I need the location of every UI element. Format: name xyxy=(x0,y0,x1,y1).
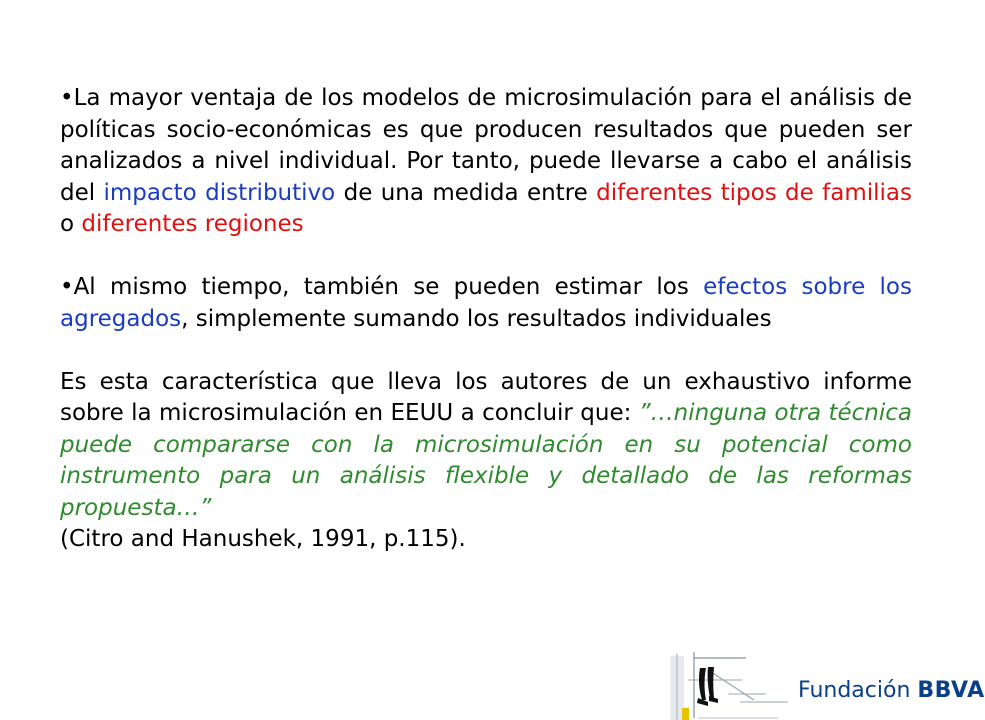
highlight-tipos-familias: diferentes tipos de familias xyxy=(596,179,913,206)
spacer xyxy=(60,241,912,273)
highlight-regiones: diferentes regiones xyxy=(81,211,304,237)
paragraph-2 xyxy=(60,272,912,335)
logo-text xyxy=(798,678,985,703)
bullet: • xyxy=(60,274,74,300)
paragraph-1-text-3: o xyxy=(60,211,82,237)
logo-text-fundacion: Fundación xyxy=(798,678,911,703)
logo-text-bbva: BBVA xyxy=(917,678,985,703)
paragraph-2-text: Al mismo tiempo, también se pueden estimar los xyxy=(73,274,704,300)
bullet: • xyxy=(60,85,74,111)
paragraph-1-text: La mayor ventaja de los modelos de microsimulación para el análisis de políticas socio-económicas es que producen resultados que pueden ser analizados a nivel individual. Por tanto, puede llevarse a cabo el análisis del xyxy=(60,85,912,206)
logo-figure-icon xyxy=(668,650,798,720)
paragraph-1 xyxy=(60,83,912,241)
fundacion-bbva-logo xyxy=(668,650,985,720)
paragraph-1-text-2: de una medida entre xyxy=(335,179,597,206)
slide-body xyxy=(60,83,912,556)
highlight-efectos-agregados: efectos sobre los agregados xyxy=(60,274,912,332)
paragraph-3-text: Es esta característica que lleva los autores de un exhaustivo informe sobre la microsimulación en EEUU a concluir que: xyxy=(60,368,912,426)
quote-text: ”…ninguna otra técnica puede compararse con la microsimulación en su potencial como instrumento para un análisis flexible y detallado de las reformas propuesta…” xyxy=(60,400,913,521)
highlight-impacto-distributivo: impacto distributivo xyxy=(103,179,336,206)
paragraph-2-text-2: , simplemente sumando los resultados individuales xyxy=(181,305,772,332)
spacer xyxy=(60,335,912,367)
citation: (Citro and Hanushek, 1991, p.115). xyxy=(60,526,466,552)
paragraph-3 xyxy=(60,367,912,525)
